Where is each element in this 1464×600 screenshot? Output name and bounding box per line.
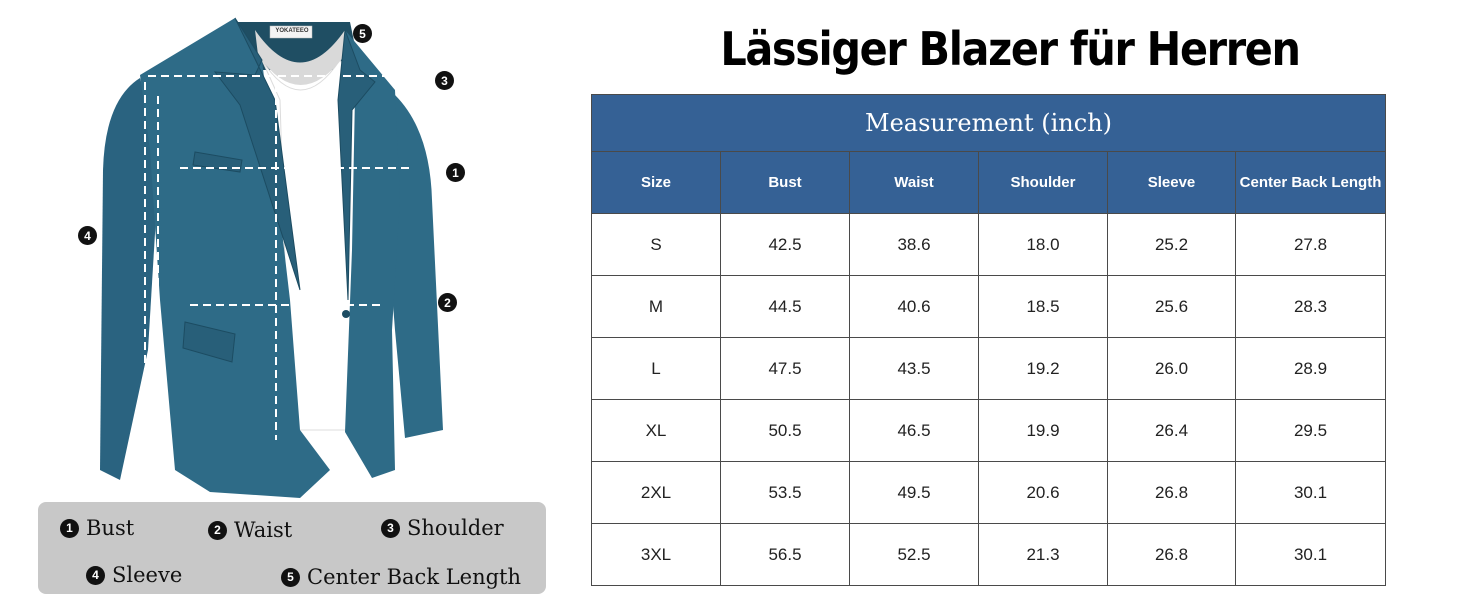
table-cell: S <box>592 214 721 276</box>
marker-3: 3 <box>435 71 454 90</box>
page-title: Lässiger Blazer für Herren <box>720 22 1300 76</box>
table-header-row <box>592 152 1386 214</box>
table-row <box>592 276 1386 338</box>
legend-label: Sleeve <box>112 563 183 587</box>
table-cell: 28.3 <box>1236 276 1386 338</box>
table-cell: 27.8 <box>1236 214 1386 276</box>
table-cell: 42.5 <box>721 214 850 276</box>
table-cell: 38.6 <box>850 214 979 276</box>
table-cell: M <box>592 276 721 338</box>
table-cell: 44.5 <box>721 276 850 338</box>
table-cell: 18.5 <box>979 276 1108 338</box>
table-cell: 43.5 <box>850 338 979 400</box>
column-header: Sleeve <box>1108 152 1236 214</box>
marker-4: 4 <box>78 226 97 245</box>
column-header: Shoulder <box>979 152 1108 214</box>
table-row <box>592 400 1386 462</box>
table-cell: 30.1 <box>1236 462 1386 524</box>
number-badge: 5 <box>281 568 300 587</box>
table-cell: 56.5 <box>721 524 850 586</box>
legend-item-bust <box>60 516 134 540</box>
column-header: Size <box>592 152 721 214</box>
size-chart-table <box>591 94 1386 586</box>
marker-1: 1 <box>446 163 465 182</box>
table-cell: 29.5 <box>1236 400 1386 462</box>
table-cell: 49.5 <box>850 462 979 524</box>
table-cell: 19.9 <box>979 400 1108 462</box>
table-cell: 26.0 <box>1108 338 1236 400</box>
table-cell: 47.5 <box>721 338 850 400</box>
table-cell: L <box>592 338 721 400</box>
column-header: Waist <box>850 152 979 214</box>
legend-label: Shoulder <box>407 516 504 540</box>
table-row <box>592 214 1386 276</box>
legend-label: Waist <box>234 518 293 542</box>
table-cell: XL <box>592 400 721 462</box>
legend-item-sleeve <box>86 563 182 587</box>
number-badge: 1 <box>60 519 79 538</box>
measurement-legend <box>38 502 546 594</box>
table-cell: 26.8 <box>1108 524 1236 586</box>
table-cell: 2XL <box>592 462 721 524</box>
table-cell: 53.5 <box>721 462 850 524</box>
table-cell: 20.6 <box>979 462 1108 524</box>
table-cell: 21.3 <box>979 524 1108 586</box>
table-row <box>592 524 1386 586</box>
table-cell: 19.2 <box>979 338 1108 400</box>
number-badge: 2 <box>208 521 227 540</box>
table-cell: 25.6 <box>1108 276 1236 338</box>
table-cell: 40.6 <box>850 276 979 338</box>
legend-item-center-back-length <box>281 565 521 589</box>
legend-item-waist <box>208 518 292 542</box>
table-cell: 52.5 <box>850 524 979 586</box>
table-cell: 3XL <box>592 524 721 586</box>
table-cell: 28.9 <box>1236 338 1386 400</box>
marker-5: 5 <box>353 24 372 43</box>
legend-item-shoulder <box>381 516 504 540</box>
number-badge: 4 <box>86 566 105 585</box>
legend-label: Center Back Length <box>307 565 522 589</box>
table-row <box>592 338 1386 400</box>
column-header: Bust <box>721 152 850 214</box>
marker-2: 2 <box>438 293 457 312</box>
number-badge: 3 <box>381 519 400 538</box>
table-row <box>592 462 1386 524</box>
table-cell: 25.2 <box>1108 214 1236 276</box>
column-header: Center Back Length <box>1236 152 1386 214</box>
table-cell: 26.8 <box>1108 462 1236 524</box>
table-cell: 18.0 <box>979 214 1108 276</box>
table-caption: Measurement (inch) <box>592 95 1386 152</box>
table-cell: 26.4 <box>1108 400 1236 462</box>
table-cell: 50.5 <box>721 400 850 462</box>
table-cell: 46.5 <box>850 400 979 462</box>
table-cell: 30.1 <box>1236 524 1386 586</box>
brand-label: YOKATEEO <box>275 28 309 34</box>
blazer-figure <box>0 0 560 600</box>
table-caption-row <box>592 95 1386 152</box>
legend-label: Bust <box>86 516 135 540</box>
